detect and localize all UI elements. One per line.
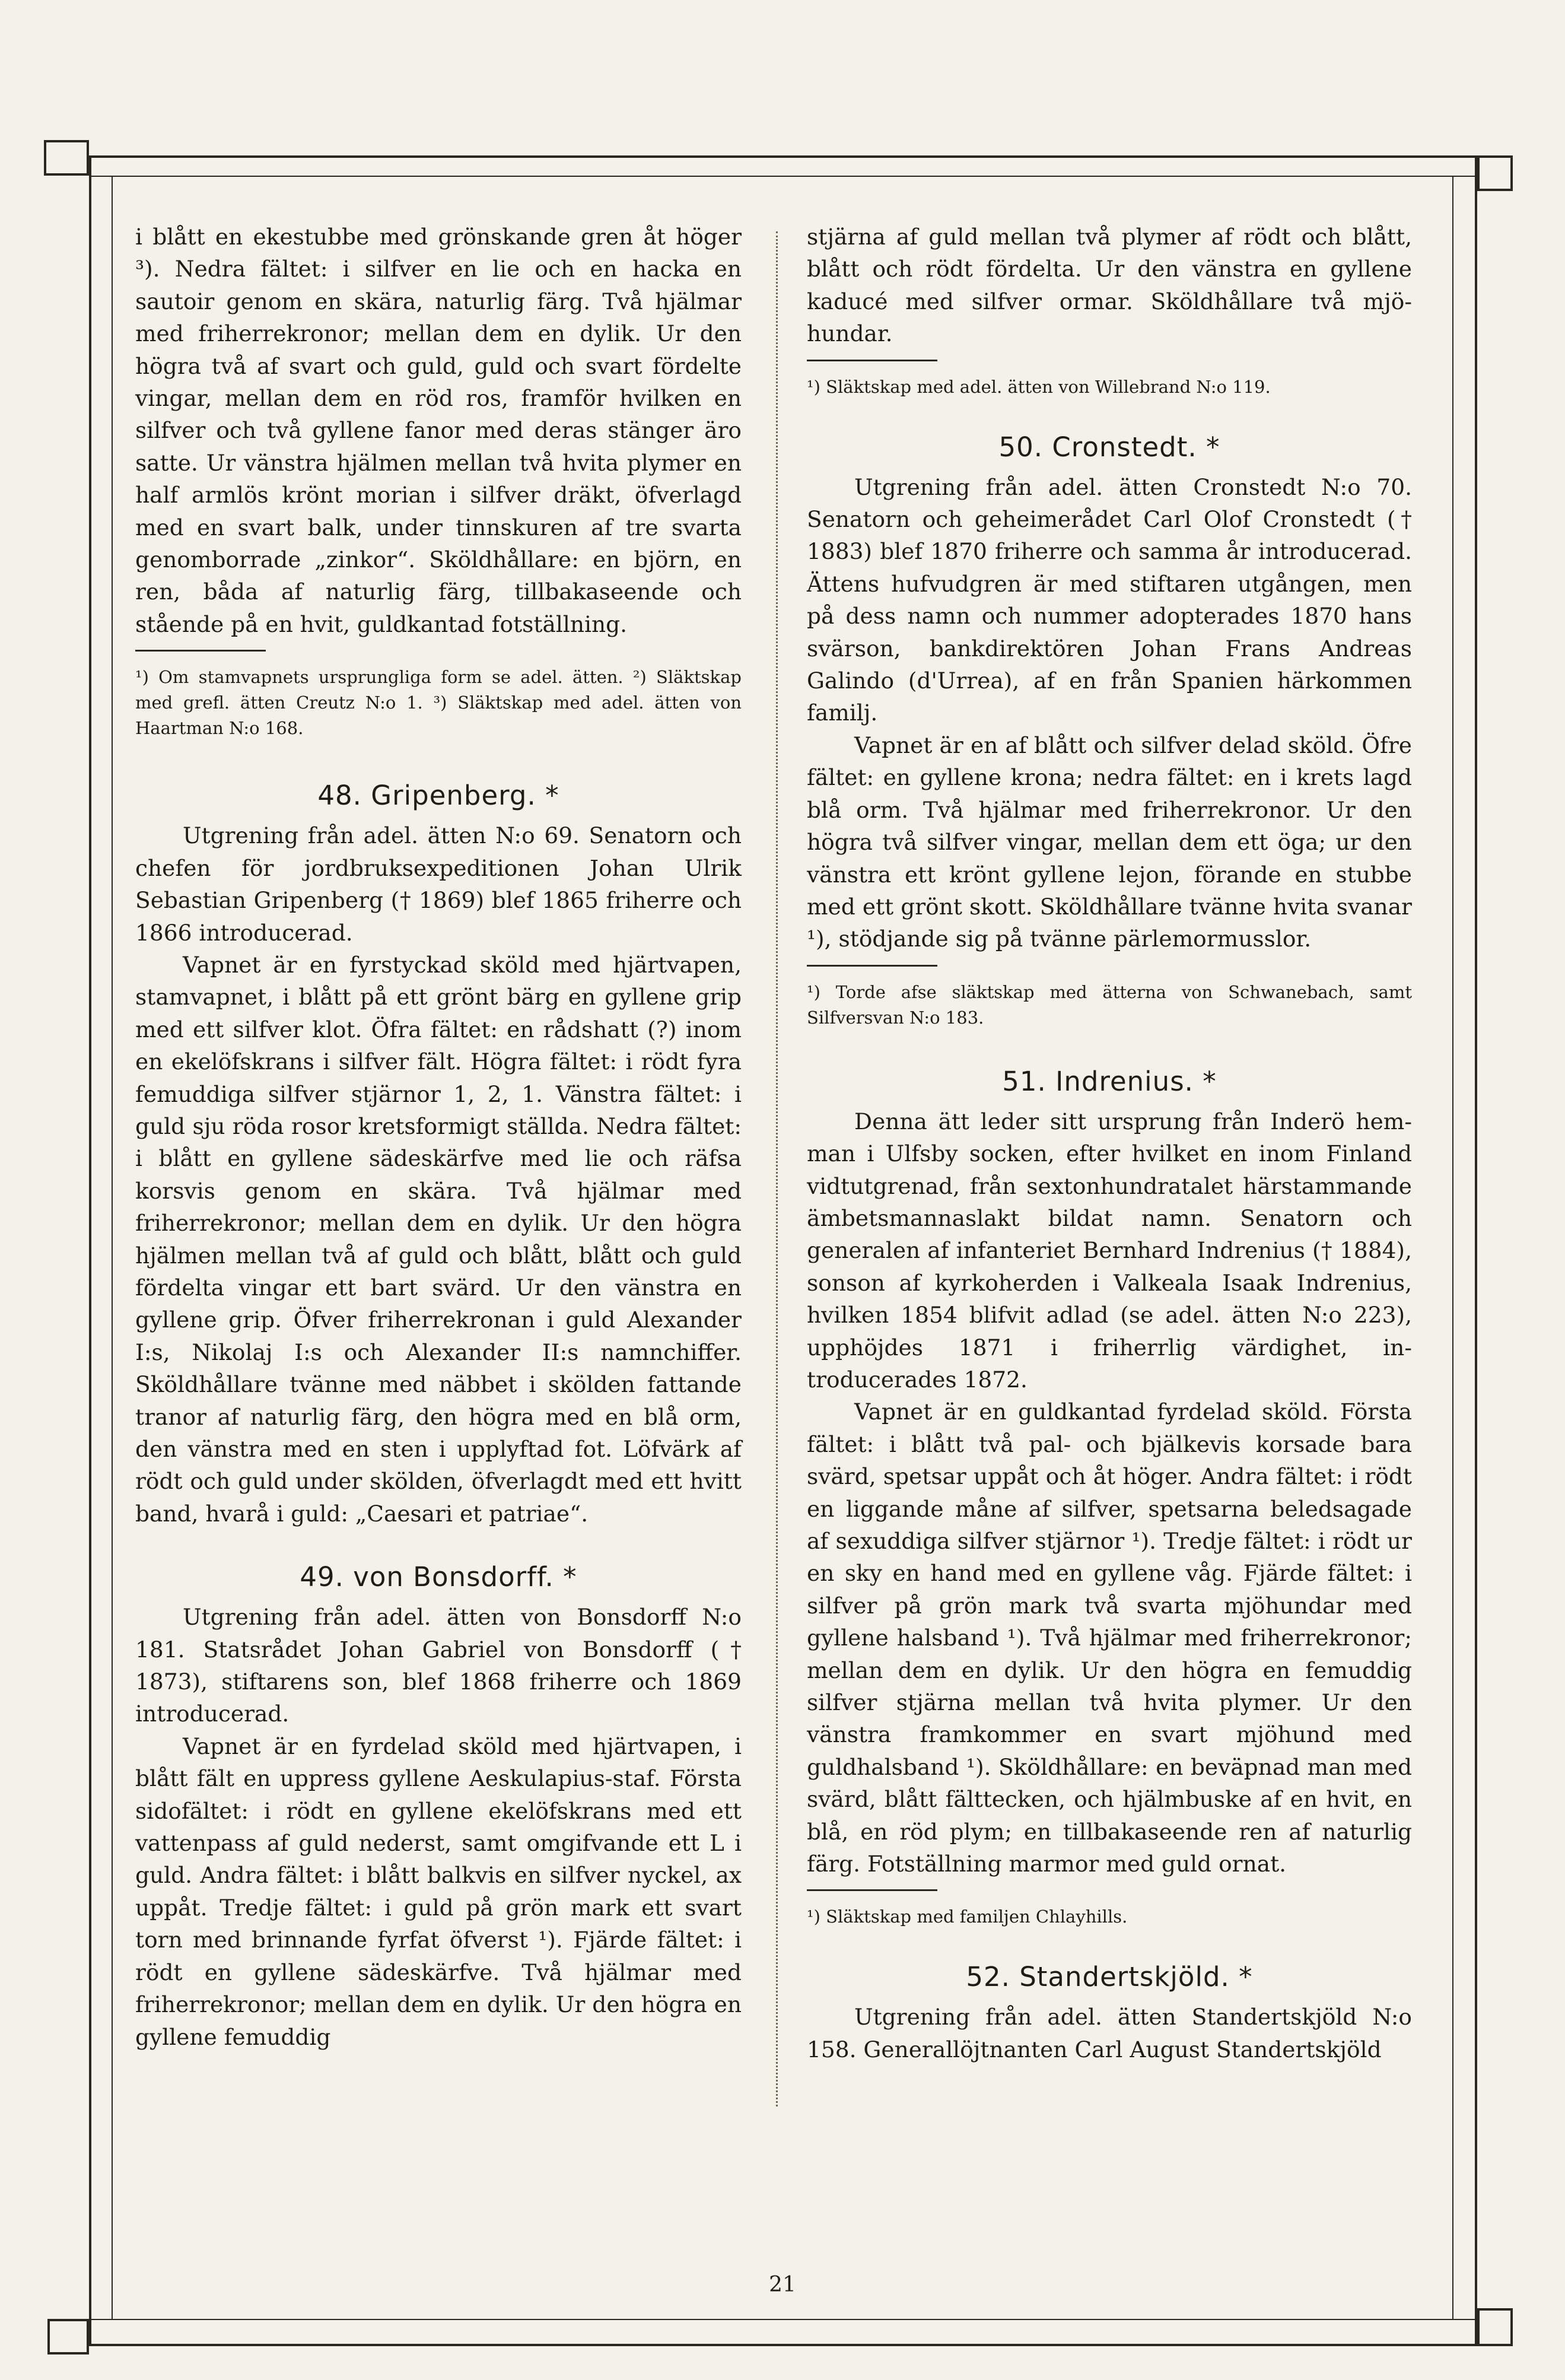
section-49-arms: Vapnet är en fyrdelad sköld med hjärtvapen, i blått fält en uppress gyllene Aeskulapius-staf. Första sidofältet: i rödt en gyllene ekelöfskrans med ett vattenpass af guld nederst, samt omgifvande ett L i guld. Andra fältet: i blått balkvis en silfver nyckel, ax uppåt. Tredje fältet: i guld på grön mark ett svart torn med brinnande fyrfat öfverst ¹). Fjärde fältet: i rödt en gyllene sädeskärfve. Två hjälmar med friherrekronor; mellan dem en dylik. Ur den högra en gyllene femuddig xyxy=(135,1733,742,2050)
left-column xyxy=(135,221,742,2053)
right-column xyxy=(807,221,1412,2066)
footnote-rule xyxy=(135,650,266,652)
frame-corner-bottom-right xyxy=(1477,2308,1513,2346)
section-50-arms: Vapnet är en af blått och silfver delad sköld. Öfre fältet: en gyllene krona; nedra fältet: en i krets lagd blå orm. Två hjälmar med friherrekronor. Ur den högra två silfver vingar, mellan dem ett öga; ur den vänstra ett krönt gyllene lejon, förande en stubbe med ett grönt skott. Sköldhållare tvänne hvita svanar ¹), stödjande sig på tvänne pärlemormusslor. xyxy=(807,732,1412,952)
frame-bottom-inner-rule xyxy=(89,2319,1477,2320)
frame-top-inner-rule xyxy=(89,176,1477,177)
footnote-rule xyxy=(807,965,937,967)
section-51-intro: Denna ätt leder sitt ursprung från Inderö hemman i Ulfsby socken, efter hvilket en inom Finland vidtutgrenad, från sextonhundratalet härstammande ämbetsmannaslakt bildat namn. Senatorn och generalen af infanteriet Bernhard Indrenius († 1884), sonson af kyrkoherden i Valkeala Isaak Indrenius, hvilken 1854 blifvit adlad (se adel. ätten N:o 223), upphöjdes 1871 i friherrlig värdighet, introducerades 1872. xyxy=(807,1108,1412,1393)
right-continued-paragraph: stjärna af guld mellan två plymer af rödt och blått, blått och rödt fördelta. Ur den vänstra en gyllene kaducé med silfver ormar. Sköldhållare två mjöhundar. xyxy=(807,224,1412,347)
section-52-intro: Utgrening från adel. ätten Standertskjöld N:o 158. Generallöjtnanten Carl August Standertskjöld xyxy=(807,2004,1412,2063)
frame-right-rule xyxy=(1475,155,1477,2346)
section-48-intro: Utgrening från adel. ätten N:o 69. Senatorn och chefen för jordbruksexpeditionen Johan Ulrik Sebastian Gripenberg († 1869) blef 1865 friherre och 1866 introducerad. xyxy=(135,822,742,946)
frame-corner-bottom-left xyxy=(47,2319,89,2354)
footnote-rule xyxy=(807,1889,937,1891)
right-footnote-1: ¹) Släktskap med adel. ätten von Willebrand N:o 119. xyxy=(807,376,1271,397)
section-heading-51: 51. Indrenius. * xyxy=(1002,1065,1217,1097)
section-heading-50: 50. Cronstedt. * xyxy=(998,431,1220,463)
frame-corner-top-left xyxy=(44,140,89,176)
section-50-intro: Utgrening från adel. ätten Cronstedt N:o 70. Senatorn och geheimerådet Carl Olof Cronstedt († 1883) blef 1870 friherre och samma år introducerad. Ättens hufvudgren är med stiftaren utgången, men på dess namn och nummer adopterades 1870 hans svärson, bankdirektören Johan Frans Andreas Galindo (d'Urrea), af en från Spanien härkommen familj. xyxy=(807,474,1412,726)
frame-bottom-rule xyxy=(89,2344,1477,2346)
frame-left-rule xyxy=(89,155,91,2346)
frame-right-inner-rule xyxy=(1452,176,1453,2320)
section-heading-48: 48. Gripenberg. * xyxy=(317,780,559,812)
section-heading-52: 52. Standertskjöld. * xyxy=(966,1961,1253,1993)
right-footnote-3: ¹) Släktskap med familjen Chlayhills. xyxy=(807,1906,1128,1927)
frame-left-inner-rule xyxy=(112,176,113,2320)
footnote-rule xyxy=(807,360,937,361)
left-footnotes: ¹) Om stamvapnets ursprungliga form se adel. ätten. ²) Släktskap med grefl. ätten Creutz N:o 1. ³) Släktskap med adel. ätten von Haartman N:o 168. xyxy=(135,667,742,739)
frame-top-rule xyxy=(89,155,1477,158)
section-48-arms: Vapnet är en fyrstyckad sköld med hjärtvapen, stamvapnet, i blått på ett grönt bärg en gyllene grip med ett silfver klot. Öfra fältet: en rådshatt (?) inom en ekelöfskrans i silfver fält. Högra fältet: i rödt fyra femuddiga silfver stjärnor 1, 2, 1. Vänstra fältet: i guld sju röda rosor kretsformigt ställda. Nedra fältet: i blått en gyllene sädeskärfve med lie och räfsa korsvis genom en skära. Två hjälmar med friherrekronor; mellan dem en dylik. Ur den högra hjälmen mellan två af guld och blått, blått och guld fördelta vingar ett bart svärd. Ur den vänstra en gyllene grip. Öfver friherrekronan i guld Alexander I:s, Nikolaj I:s och Alexander II:s namnchiffer. Sköldhållare tvänne med näbbet i skölden fattande tranor af naturlig färg, den högra med en blå orm, den vänstra med en sten i upplyftad fot. Löfvärk af rödt och guld under skölden, öfverlagdt med ett hvitt band, hvarå i guld: „Caesari et patriae“. xyxy=(135,951,742,1527)
section-51-arms: Vapnet är en guldkantad fyrdelad sköld. Första fältet: i blått två pal- och bjälkevis korsade bara svärd, spetsar uppåt och åt höger. Andra fältet: i rödt en liggande måne af silfver, spetsarna beledsagade af sexuddiga silfver stjärnor ¹). Tredje fältet: i rödt ur en sky en hand med en gyllene våg. Fjärde fältet: i silfver på grön mark två svarta mjöhundar med gyllene halsband ¹). Två hjälmar med friherrekronor; mellan dem en dylik. Ur den högra en femuddig silfver stjärna mellan två hvita plymer. Ur den vänstra framkommer en svart mjöhund med guldhalsband ¹). Sköldhållare: en beväpnad man med svärd, blått fälttecken, och hjälmbuske af en hvit, en blå, en röd plym; en tillbakaseende ren af naturlig färg. Fotställning marmor med guld ornat. xyxy=(807,1399,1412,1877)
column-separator xyxy=(776,231,778,2106)
right-footnote-2: ¹) Torde afse släktskap med ätterna von Schwanebach, samt Silfversvan N:o 183. xyxy=(807,981,1412,1028)
frame-corner-top-right xyxy=(1477,155,1513,191)
left-continued-paragraph: i blått en ekestubbe med grönskande gren åt höger ³). Nedra fältet: i silfver en lie och en hacka en sautoir genom en skära, naturlig färg. Två hjälmar med friherrekronor; mellan dem en dylik. Ur den högra två af svart och guld, guld och svart fördelte vingar, mellan dem en röd ros, framför hvilken en silfver och två gyllene fanor med deras stänger äro satte. Ur vänstra hjälmen mellan två hvita plymer en half armlös krönt morian i silfver dräkt, öfverlagd med en svart balk, under tinnskuren af tre svarta genomborrade „zinkor“. Sköldhållare: en björn, en ren, båda af naturlig färg, tillbakaseende och stående på en hvit, guldkantad fotställning. xyxy=(135,224,742,637)
page-number: 21 xyxy=(769,2273,796,2297)
section-49-intro: Utgrening från adel. ätten von Bonsdorff N:o 181. Statsrådet Johan Gabriel von Bonsdorff († 1873), stiftarens son, blef 1868 friherre och 1869 introducerad. xyxy=(135,1604,742,1727)
section-heading-49: 49. von Bonsdorff. * xyxy=(300,1561,577,1593)
